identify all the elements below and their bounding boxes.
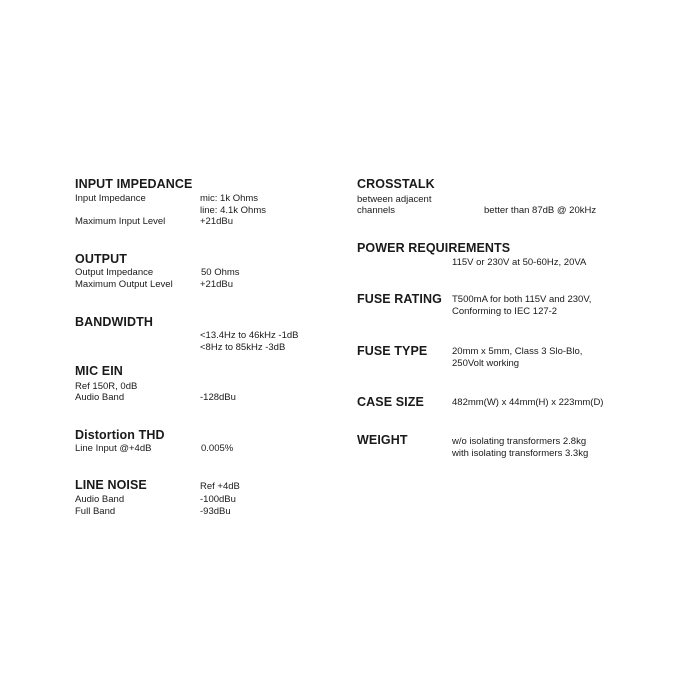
mic-ein-heading: MIC EIN [75, 364, 123, 378]
mic-ein-audio-band-label: Audio Band [75, 392, 125, 403]
mic-ein-audio-band-value: -128dBu [200, 392, 236, 403]
input-impedance-line-value: line: 4.1k Ohms [200, 205, 266, 216]
case-size-heading: CASE SIZE [357, 395, 424, 409]
input-impedance-label: Input Impedance [75, 193, 146, 204]
bandwidth-3db-value: <8Hz to 85kHz -3dB [200, 342, 286, 353]
fuse-type-value-line1: 20mm x 5mm, Class 3 Slo-Blo, [452, 346, 583, 357]
fuse-type-value-line2: 250Volt working [452, 358, 520, 369]
line-noise-heading: LINE NOISE [75, 478, 147, 492]
max-output-level-value: +21dBu [200, 279, 234, 290]
bandwidth-heading: BANDWIDTH [75, 315, 153, 329]
weight-with-transformers: with isolating transformers 3.3kg [452, 448, 589, 459]
max-input-level-label: Maximum Input Level [75, 216, 166, 227]
weight-heading: WEIGHT [357, 433, 408, 447]
line-noise-ref: Ref +4dB [200, 481, 240, 492]
fuse-type-heading: FUSE TYPE [357, 344, 428, 358]
weight-without-transformers: w/o isolating transformers 2.8kg [452, 436, 587, 447]
max-input-level-value: +21dBu [200, 216, 234, 227]
output-heading: OUTPUT [75, 252, 127, 266]
input-impedance-heading: INPUT IMPEDANCE [75, 177, 193, 191]
line-noise-full-band-value: -93dBu [200, 506, 231, 517]
crosstalk-heading: CROSSTALK [357, 177, 435, 191]
input-impedance-mic-value: mic: 1k Ohms [200, 193, 259, 204]
line-noise-audio-band-value: -100dBu [200, 494, 236, 505]
line-noise-audio-band-label: Audio Band [75, 494, 125, 505]
output-impedance-label: Output Impedance [75, 267, 154, 278]
distortion-line-input-label: Line Input @+4dB [75, 443, 152, 454]
crosstalk-value: better than 87dB @ 20kHz [484, 205, 597, 216]
bandwidth-1db-value: <13.4Hz to 46kHz -1dB [200, 330, 299, 341]
max-output-level-label: Maximum Output Level [75, 279, 173, 290]
power-heading: POWER REQUIREMENTS [357, 241, 511, 255]
fuse-rating-value-line2: Conforming to IEC 127-2 [452, 306, 558, 317]
power-value: 115V or 230V at 50-60Hz, 20VA [452, 257, 587, 268]
fuse-rating-heading: FUSE RATING [357, 292, 442, 306]
fuse-rating-value-line1: T500mA for both 115V and 230V, [452, 294, 592, 305]
distortion-line-input-value: 0.005% [201, 443, 234, 454]
crosstalk-label-line2: channels [357, 205, 396, 216]
distortion-heading: Distortion THD [75, 428, 165, 442]
mic-ein-ref-label: Ref 150R, 0dB [75, 381, 138, 392]
output-impedance-value: 50 Ohms [201, 267, 240, 278]
case-size-value: 482mm(W) x 44mm(H) x 223mm(D) [452, 397, 604, 408]
line-noise-full-band-label: Full Band [75, 506, 116, 517]
crosstalk-label-line1: between adjacent [357, 194, 432, 205]
